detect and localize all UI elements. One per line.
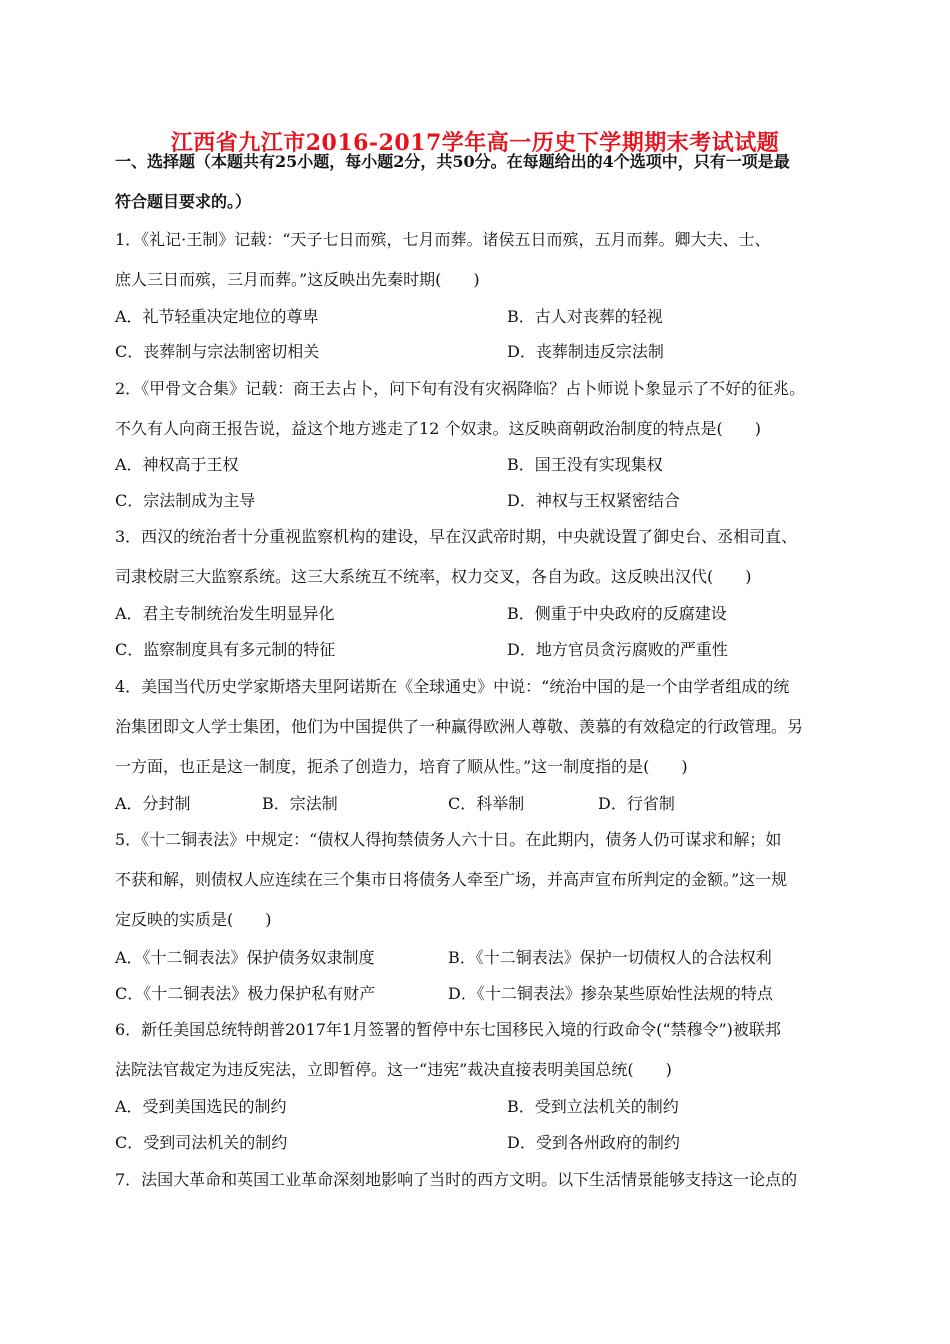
question-2-line-1: 2．《甲骨文合集》记载：商王去占卜，问下旬有没有灾祸降临？占卜师说卜象显示了不好的征兆。 bbox=[115, 379, 806, 398]
question-5-option-d: D．《十二铜表法》掺杂某些原始性法规的特点 bbox=[448, 984, 773, 1003]
question-4-option-b: B．宗法制 bbox=[262, 794, 338, 813]
question-6-line-1: 6．新任美国总统特朗普2017年1月签署的暂停中东七国移民入境的行政命令(“禁穆令”)被联邦 bbox=[115, 1020, 781, 1039]
question-3-line-1: 3．西汉的统治者十分重视监察机构的建设，早在汉武帝时期，中央就设置了御史台、丞相司直、 bbox=[115, 527, 798, 546]
question-5-line-2: 不获和解，则债权人应连续在三个集市日将债务人牵至广场，并高声宣布所判定的金额。”这一规 bbox=[115, 870, 788, 889]
question-4-line-2: 治集团即文人学士集团，他们为中国提供了一种赢得欧洲人尊敬、羡慕的有效稳定的行政管理。另 bbox=[115, 717, 804, 736]
question-1-option-c: C．丧葬制与宗法制密切相关 bbox=[115, 342, 320, 361]
question-1-line-1: 1．《礼记·王制》记载：“天子七日而殡，七月而葬。诸侯五日而殡，五月而葬。卿大夫、士、 bbox=[115, 230, 771, 249]
question-4-option-a: A．分封制 bbox=[115, 794, 191, 813]
question-3-option-d: D．地方官员贪污腐败的严重性 bbox=[507, 640, 728, 659]
question-6-option-b: B．受到立法机关的制约 bbox=[507, 1097, 679, 1116]
question-2-option-a: A．神权高于王权 bbox=[115, 455, 239, 474]
section-heading-line-1: 一、选择题（本题共有25小题，每小题2分，共50分。在每题给出的4个选项中，只有一项是最 bbox=[115, 152, 790, 171]
question-6-option-d: D．受到各州政府的制约 bbox=[507, 1133, 680, 1152]
question-2-option-c: C．宗法制成为主导 bbox=[115, 491, 256, 510]
question-4-option-d: D．行省制 bbox=[598, 794, 675, 813]
question-3-option-b: B．侧重于中央政府的反腐建设 bbox=[507, 604, 727, 623]
question-2-line-2: 不久有人向商王报告说，益这个地方逃走了12 个奴隶。这反映商朝政治制度的特点是( ) bbox=[115, 419, 761, 438]
question-1-option-b: B．古人对丧葬的轻视 bbox=[507, 307, 663, 326]
question-4-line-3: 一方面，也正是这一制度，扼杀了创造力，培育了顺从性。”这一制度指的是( ) bbox=[115, 757, 688, 776]
question-6-line-2: 法院法官裁定为违反宪法，立即暂停。这一“违宪”裁决直接表明美国总统( ) bbox=[115, 1060, 672, 1079]
question-7-line-1: 7．法国大革命和英国工业革命深刻地影响了当时的西方文明。以下生活情景能够支持这一论点的 bbox=[115, 1170, 798, 1189]
question-6-option-c: C．受到司法机关的制约 bbox=[115, 1133, 288, 1152]
question-1-line-2: 庶人三日而殡，三月而葬。”这反映出先秦时期( ) bbox=[115, 270, 480, 289]
question-4-line-1: 4．美国当代历史学家斯塔夫里阿诺斯在《全球通史》中说：“统治中国的是一个由学者组成的统 bbox=[115, 677, 790, 696]
page-title: 江西省九江市2016-2017学年高一历史下学期期末考试试题 bbox=[170, 130, 780, 156]
question-2-option-b: B．国王没有实现集权 bbox=[507, 455, 663, 474]
question-5-option-b: B．《十二铜表法》保护一切债权人的合法权利 bbox=[448, 948, 772, 967]
question-4-option-c: C．科举制 bbox=[448, 794, 525, 813]
question-1-option-d: D．丧葬制违反宗法制 bbox=[507, 342, 664, 361]
question-3-option-c: C．监察制度具有多元制的特征 bbox=[115, 640, 336, 659]
question-1-option-a: A．礼节轻重决定地位的尊卑 bbox=[115, 307, 319, 326]
question-5-option-c: C．《十二铜表法》极力保护私有财产 bbox=[115, 984, 376, 1003]
question-3-option-a: A．君主专制统治发生明显异化 bbox=[115, 604, 335, 623]
question-5-line-3: 定反映的实质是( ) bbox=[115, 910, 272, 929]
question-5-line-1: 5．《十二铜表法》中规定：“债权人得拘禁债务人六十日。在此期内，债务人仍可谋求和解；如 bbox=[115, 830, 782, 849]
section-heading-line-2: 符合题目要求的。） bbox=[115, 192, 252, 211]
question-2-option-d: D．神权与王权紧密结合 bbox=[507, 491, 680, 510]
question-6-option-a: A．受到美国选民的制约 bbox=[115, 1097, 287, 1116]
question-3-line-2: 司隶校尉三大监察系统。这三大系统互不统率，权力交叉，各自为政。这反映出汉代( ) bbox=[115, 567, 752, 586]
question-5-option-a: A．《十二铜表法》保护债务奴隶制度 bbox=[115, 948, 375, 967]
